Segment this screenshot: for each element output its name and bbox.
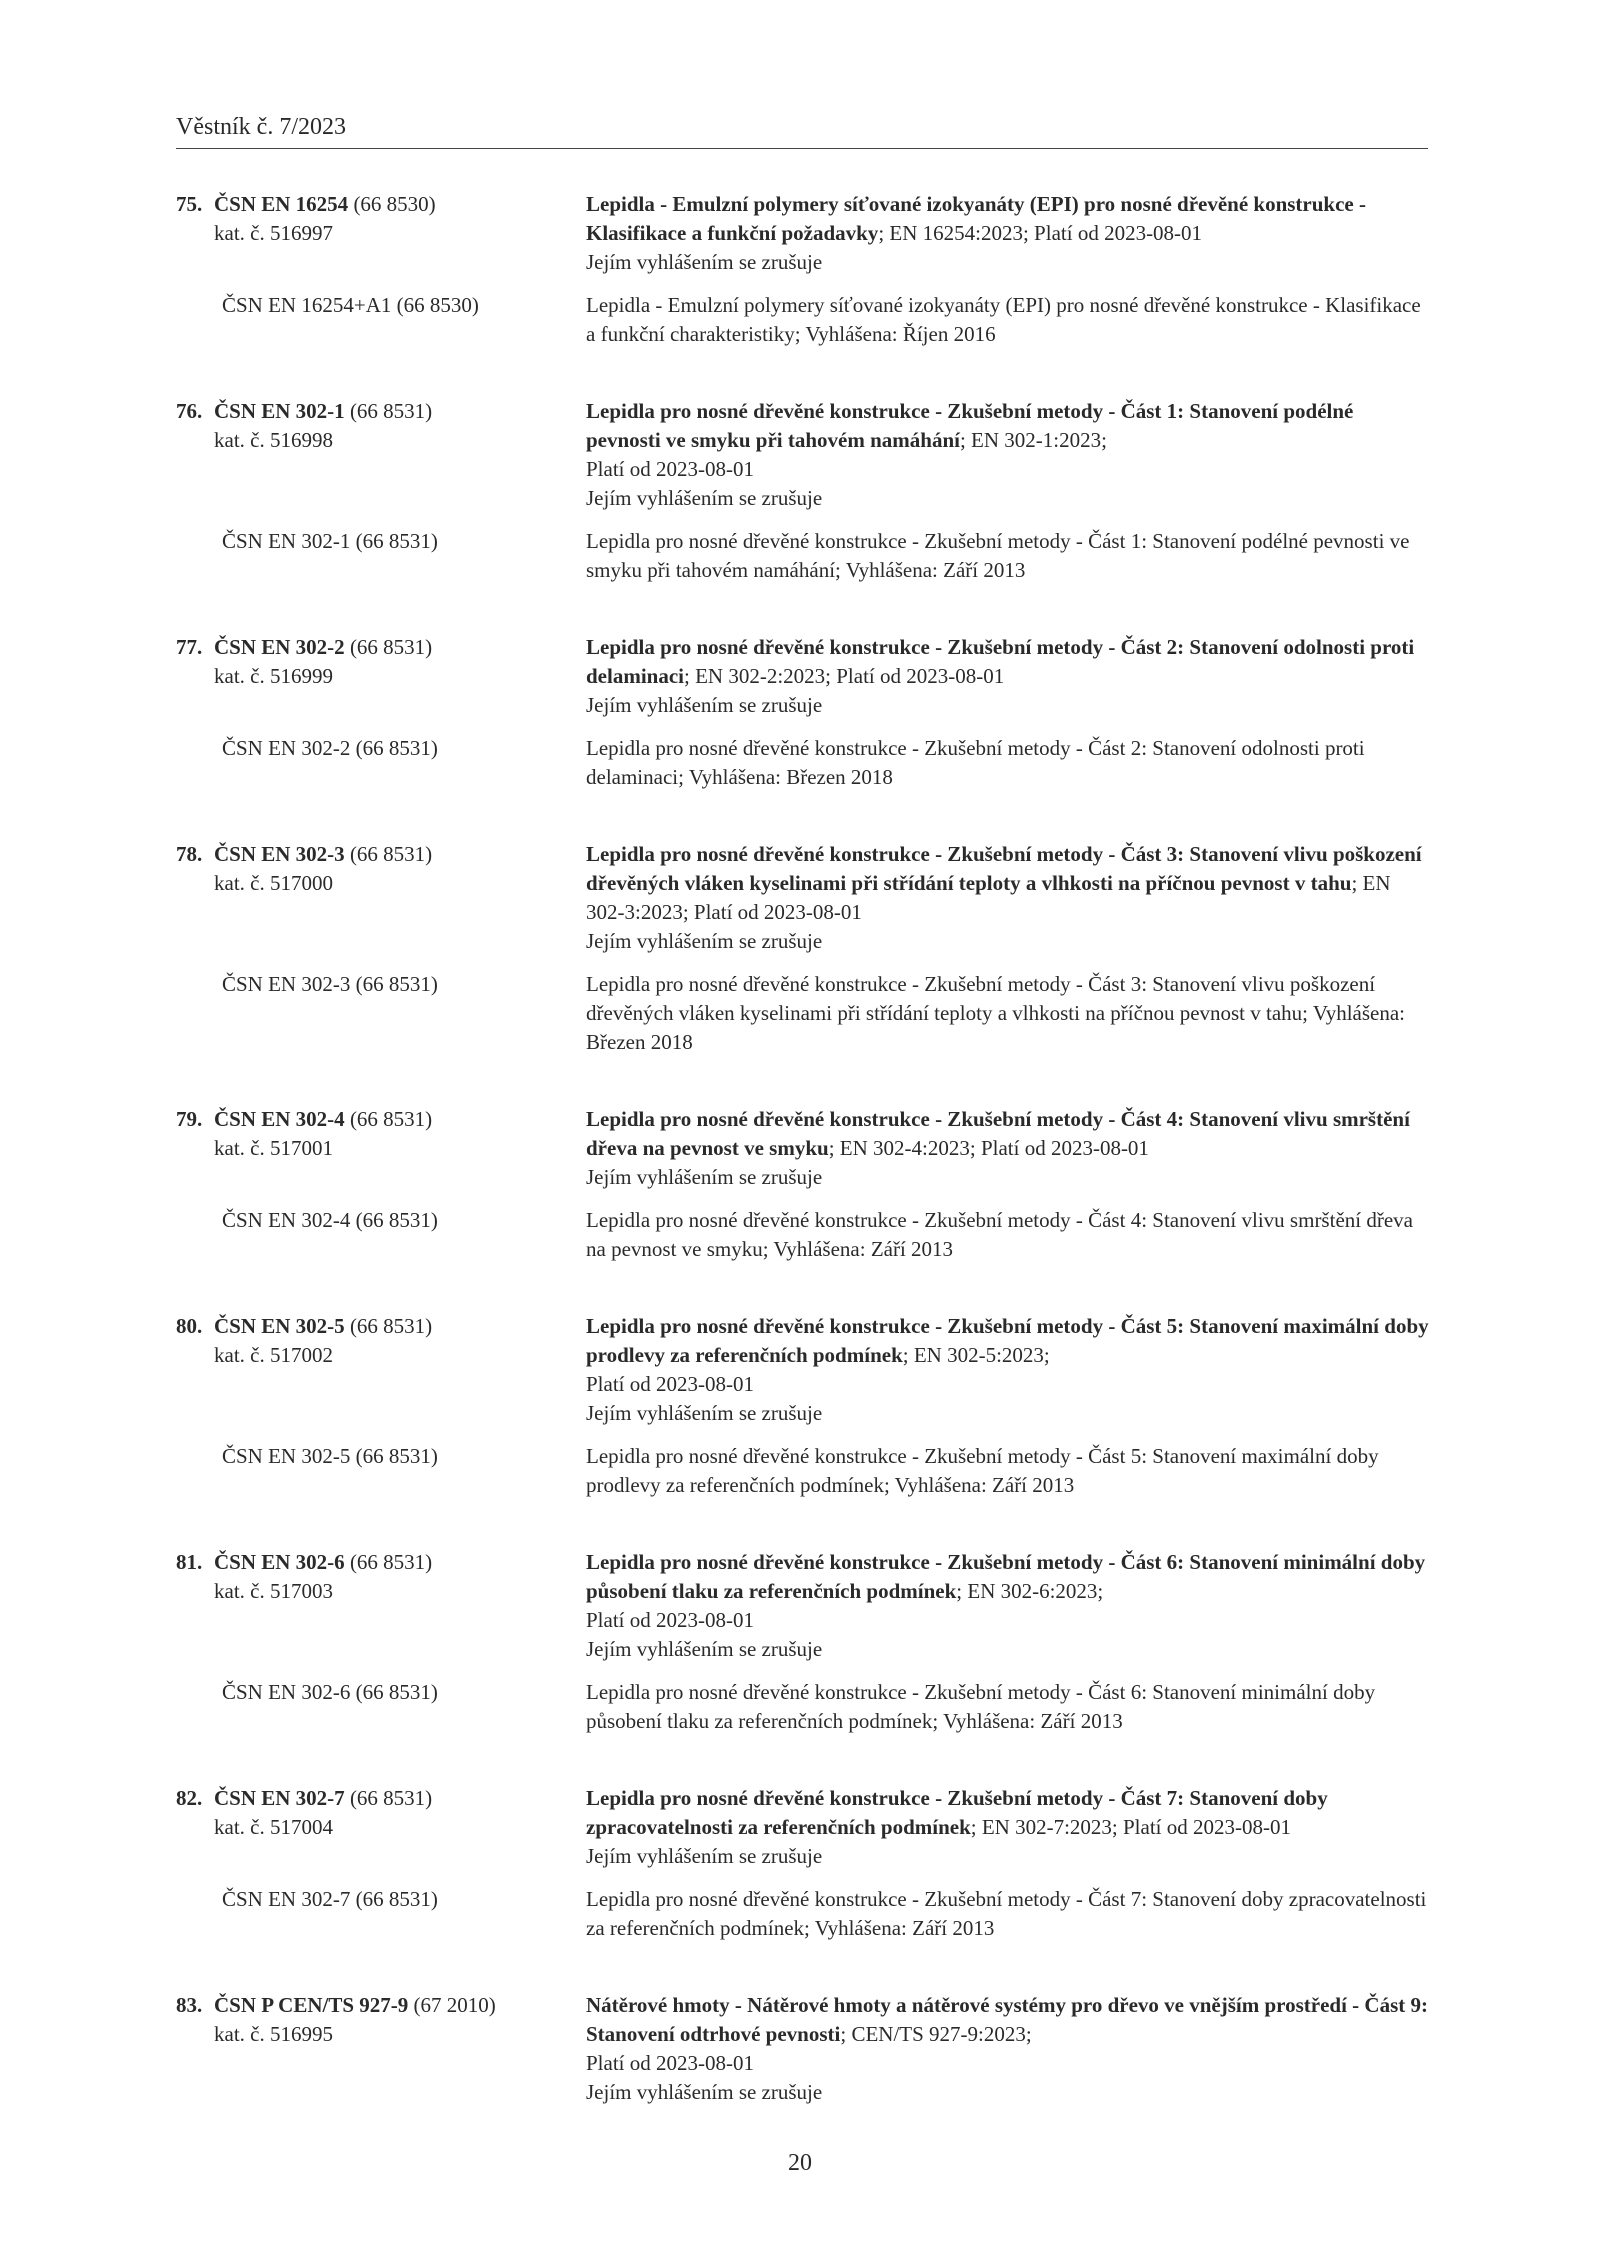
replaced-standard-code: ČSN EN 302-5 (66 8531): [222, 1444, 438, 1468]
cancellation-note: Jejím vyhlášením se zrušuje: [586, 1165, 823, 1189]
standard-id-block: [176, 190, 586, 277]
standard-details: ; EN 16254:2023; Platí od 2023-08-01: [878, 221, 1203, 245]
standard-code-line: [176, 1784, 586, 1813]
standard-description: [586, 397, 1432, 513]
entry-number: 78.: [176, 842, 203, 866]
classification-code: (66 8531): [344, 842, 433, 866]
standard-code-line: [176, 190, 586, 219]
catalog-number: kat. č. 517000: [214, 871, 333, 895]
replaced-standard-description: Lepidla pro nosné dřevěné konstrukce - Zkušební metody - Část 7: Stanovení doby zpracovatelnosti za referenčních podmínek; Vyhlášena: Září 2013: [586, 1887, 1427, 1940]
replaced-standard-row: [176, 734, 1432, 792]
standard-entry: [176, 633, 1432, 792]
classification-code: (67 2010): [408, 1993, 496, 2017]
standard-code-line: [176, 1991, 586, 2020]
standard-code-line: [176, 1312, 586, 1341]
page-number: 20: [788, 2150, 812, 2176]
standard-code: ČSN EN 302-4: [214, 1107, 345, 1131]
standard-title-line: [586, 1991, 1432, 2049]
replaced-standard-row: [176, 1885, 1432, 1943]
entry-number: 80.: [176, 1314, 203, 1338]
standard-id-block: [176, 1105, 586, 1192]
standard-code-line: [176, 840, 586, 869]
standard-description: [586, 840, 1432, 956]
standard-code-line: [176, 1105, 586, 1134]
standard-description: [586, 1312, 1432, 1428]
classification-code: (66 8531): [344, 635, 433, 659]
standard-entry: [176, 397, 1432, 585]
valid-from: Platí od 2023-08-01: [586, 1608, 754, 1632]
standard-details: ; EN 302-3:2023; Platí od 2023-08-01: [586, 871, 1391, 924]
standard-title-line: [586, 633, 1432, 691]
replaced-standard-description: Lepidla pro nosné dřevěné konstrukce - Zkušební metody - Část 6: Stanovení minimální doby působení tlaku za referenčních podmínek; Vyhlášena: Září 2013: [586, 1680, 1376, 1733]
replaced-standard-description: Lepidla pro nosné dřevěné konstrukce - Zkušební metody - Část 5: Stanovení maximální doby prodlevy za referenčních podmínek; Vyhlášena: Září 2013: [586, 1444, 1379, 1497]
replaced-standard-row: [176, 1678, 1432, 1736]
standard-code: ČSN EN 302-1: [214, 399, 345, 423]
catalog-number: kat. č. 516995: [214, 2022, 333, 2046]
classification-code: (66 8531): [344, 1107, 433, 1131]
standard-title: Nátěrové hmoty - Nátěrové hmoty a nátěrové systémy pro dřevo ve vnějším prostředí - Část 9: Stanovení odtrhové pevnosti: [586, 1993, 1428, 2046]
standards-list: [176, 190, 1432, 2155]
cancellation-note: Jejím vyhlášením se zrušuje: [586, 929, 823, 953]
standard-code: ČSN EN 302-2: [214, 635, 345, 659]
classification-code: (66 8531): [344, 399, 433, 423]
standard-entry: [176, 840, 1432, 1057]
replaced-standard-code: ČSN EN 16254+A1 (66 8530): [222, 293, 479, 317]
standard-id-block: [176, 1548, 586, 1664]
standard-id-block: [176, 397, 586, 513]
standard-description: [586, 1548, 1432, 1664]
replaced-standard-description: Lepidla pro nosné dřevěné konstrukce - Zkušební metody - Část 3: Stanovení vlivu poškození dřevěných vláken kyselinami při střídání teploty a vlhkosti na příčnou pevnost v tahu; Vyhlášena: Březen 2018: [586, 972, 1406, 1054]
standard-main-row: [176, 840, 1432, 956]
standard-id-block: [176, 633, 586, 720]
valid-from: Platí od 2023-08-01: [586, 1372, 754, 1396]
entry-number: 82.: [176, 1786, 203, 1810]
replaced-standard-code: ČSN EN 302-3 (66 8531): [222, 972, 438, 996]
replaced-standard-row: [176, 1206, 1432, 1264]
standard-entry: [176, 1784, 1432, 1943]
standard-code-line: [176, 633, 586, 662]
standard-code-line: [176, 1548, 586, 1577]
standard-title: Lepidla - Emulzní polymery síťované izokyanáty (EPI) pro nosné dřevěné konstrukce - Klasifikace a funkční požadavky: [586, 192, 1366, 245]
page-header: Věstník č. 7/2023: [176, 112, 1428, 149]
classification-code: (66 8530): [348, 192, 436, 216]
entry-number: 76.: [176, 399, 203, 423]
standard-description: [586, 633, 1432, 720]
standard-main-row: [176, 190, 1432, 277]
entry-number: 81.: [176, 1550, 203, 1574]
replaced-standard-code: ČSN EN 302-2 (66 8531): [222, 736, 438, 760]
catalog-number: kat. č. 517004: [214, 1815, 333, 1839]
standard-id-block: [176, 1784, 586, 1871]
classification-code: (66 8531): [344, 1786, 433, 1810]
standard-code: ČSN P CEN/TS 927-9: [214, 1993, 409, 2017]
standard-title: Lepidla pro nosné dřevěné konstrukce - Zkušební metody - Část 5: Stanovení maximální doby prodlevy za referenčních podmínek: [586, 1314, 1429, 1367]
standard-entry: [176, 1105, 1432, 1264]
standard-id-block: [176, 840, 586, 956]
standard-id-block: [176, 1312, 586, 1428]
cancellation-note: Jejím vyhlášením se zrušuje: [586, 1401, 823, 1425]
standard-title-line: [586, 840, 1432, 927]
standard-description: [586, 1991, 1432, 2107]
cancellation-note: Jejím vyhlášením se zrušuje: [586, 2080, 823, 2104]
standard-main-row: [176, 1105, 1432, 1192]
replaced-standard-description: Lepidla - Emulzní polymery síťované izokyanáty (EPI) pro nosné dřevěné konstrukce - Klasifikace a funkční charakteristiky; Vyhlášena: Říjen 2016: [586, 293, 1421, 346]
standard-code: ČSN EN 16254: [214, 192, 349, 216]
standard-main-row: [176, 633, 1432, 720]
standard-details: ; EN 302-6:2023;: [956, 1579, 1104, 1603]
cancellation-note: Jejím vyhlášením se zrušuje: [586, 693, 823, 717]
catalog-number: kat. č. 516998: [214, 428, 333, 452]
cancellation-note: Jejím vyhlášením se zrušuje: [586, 250, 823, 274]
standard-title: Lepidla pro nosné dřevěné konstrukce - Zkušební metody - Část 2: Stanovení odolnosti proti delaminaci: [586, 635, 1415, 688]
standard-code: ČSN EN 302-6: [214, 1550, 345, 1574]
standard-main-row: [176, 1784, 1432, 1871]
standard-details: ; EN 302-5:2023;: [902, 1343, 1050, 1367]
replaced-standard-row: [176, 291, 1432, 349]
standard-title: Lepidla pro nosné dřevěné konstrukce - Zkušební metody - Část 4: Stanovení vlivu smrštění dřeva na pevnost ve smyku: [586, 1107, 1410, 1160]
replaced-standard-code: ČSN EN 302-4 (66 8531): [222, 1208, 438, 1232]
standard-main-row: [176, 397, 1432, 513]
standard-details: ; EN 302-2:2023; Platí od 2023-08-01: [684, 664, 1005, 688]
standard-title: Lepidla pro nosné dřevěné konstrukce - Zkušební metody - Část 1: Stanovení podélné pevnosti ve smyku při tahovém namáhání: [586, 399, 1354, 452]
entry-number: 79.: [176, 1107, 203, 1131]
standard-title: Lepidla pro nosné dřevěné konstrukce - Zkušební metody - Část 7: Stanovení doby zpracovatelnosti za referenčních podmínek: [586, 1786, 1328, 1839]
standard-details: ; EN 302-1:2023;: [959, 428, 1107, 452]
classification-code: (66 8531): [344, 1314, 433, 1338]
standard-code: ČSN EN 302-7: [214, 1786, 345, 1810]
standard-description: [586, 1784, 1432, 1871]
catalog-number: kat. č. 516997: [214, 221, 333, 245]
standard-description: [586, 190, 1432, 277]
standard-main-row: [176, 1548, 1432, 1664]
standard-main-row: [176, 1991, 1432, 2107]
standard-details: ; CEN/TS 927-9:2023;: [840, 2022, 1032, 2046]
replaced-standard-code: ČSN EN 302-7 (66 8531): [222, 1887, 438, 1911]
standard-id-block: [176, 1991, 586, 2107]
replaced-standard-description: Lepidla pro nosné dřevěné konstrukce - Zkušební metody - Část 2: Stanovení odolnosti proti delaminaci; Vyhlášena: Březen 2018: [586, 736, 1365, 789]
replaced-standard-row: [176, 970, 1432, 1057]
standard-code: ČSN EN 302-5: [214, 1314, 345, 1338]
valid-from: Platí od 2023-08-01: [586, 2051, 754, 2075]
entry-number: 77.: [176, 635, 203, 659]
catalog-number: kat. č. 517001: [214, 1136, 333, 1160]
standard-title-line: [586, 1784, 1432, 1842]
valid-from: Platí od 2023-08-01: [586, 457, 754, 481]
standard-code: ČSN EN 302-3: [214, 842, 345, 866]
standard-code-line: [176, 397, 586, 426]
entry-number: 83.: [176, 1993, 203, 2017]
replaced-standard-row: [176, 1442, 1432, 1500]
standard-entry: [176, 1548, 1432, 1736]
cancellation-note: Jejím vyhlášením se zrušuje: [586, 1637, 823, 1661]
cancellation-note: Jejím vyhlášením se zrušuje: [586, 486, 823, 510]
standard-title: Lepidla pro nosné dřevěné konstrukce - Zkušební metody - Část 6: Stanovení minimální doby působení tlaku za referenčních podmínek: [586, 1550, 1426, 1603]
standard-title-line: [586, 1105, 1432, 1163]
standard-description: [586, 1105, 1432, 1192]
entry-number: 75.: [176, 192, 203, 216]
standard-title-line: [586, 1312, 1432, 1370]
standard-title-line: [586, 190, 1432, 248]
catalog-number: kat. č. 517002: [214, 1343, 333, 1367]
replaced-standard-description: Lepidla pro nosné dřevěné konstrukce - Zkušební metody - Část 1: Stanovení podélné pevnosti ve smyku při tahovém namáhání; Vyhlášena: Září 2013: [586, 529, 1410, 582]
standard-title-line: [586, 1548, 1432, 1606]
standard-entry: [176, 1991, 1432, 2107]
standard-title: Lepidla pro nosné dřevěné konstrukce - Zkušební metody - Část 3: Stanovení vlivu poškození dřevěných vláken kyselinami při střídání teploty a vlhkosti na příčnou pevnost v tahu: [586, 842, 1422, 895]
cancellation-note: Jejím vyhlášením se zrušuje: [586, 1844, 823, 1868]
replaced-standard-row: [176, 527, 1432, 585]
replaced-standard-code: ČSN EN 302-1 (66 8531): [222, 529, 438, 553]
catalog-number: kat. č. 516999: [214, 664, 333, 688]
standard-main-row: [176, 1312, 1432, 1428]
replaced-standard-code: ČSN EN 302-6 (66 8531): [222, 1680, 438, 1704]
standard-details: ; EN 302-7:2023; Platí od 2023-08-01: [970, 1815, 1291, 1839]
standard-details: ; EN 302-4:2023; Platí od 2023-08-01: [828, 1136, 1149, 1160]
standard-entry: [176, 1312, 1432, 1500]
standard-title-line: [586, 397, 1432, 455]
classification-code: (66 8531): [344, 1550, 433, 1574]
catalog-number: kat. č. 517003: [214, 1579, 333, 1603]
standard-entry: [176, 190, 1432, 349]
replaced-standard-description: Lepidla pro nosné dřevěné konstrukce - Zkušební metody - Část 4: Stanovení vlivu smrštění dřeva na pevnost ve smyku; Vyhlášena: Září 2013: [586, 1208, 1413, 1261]
